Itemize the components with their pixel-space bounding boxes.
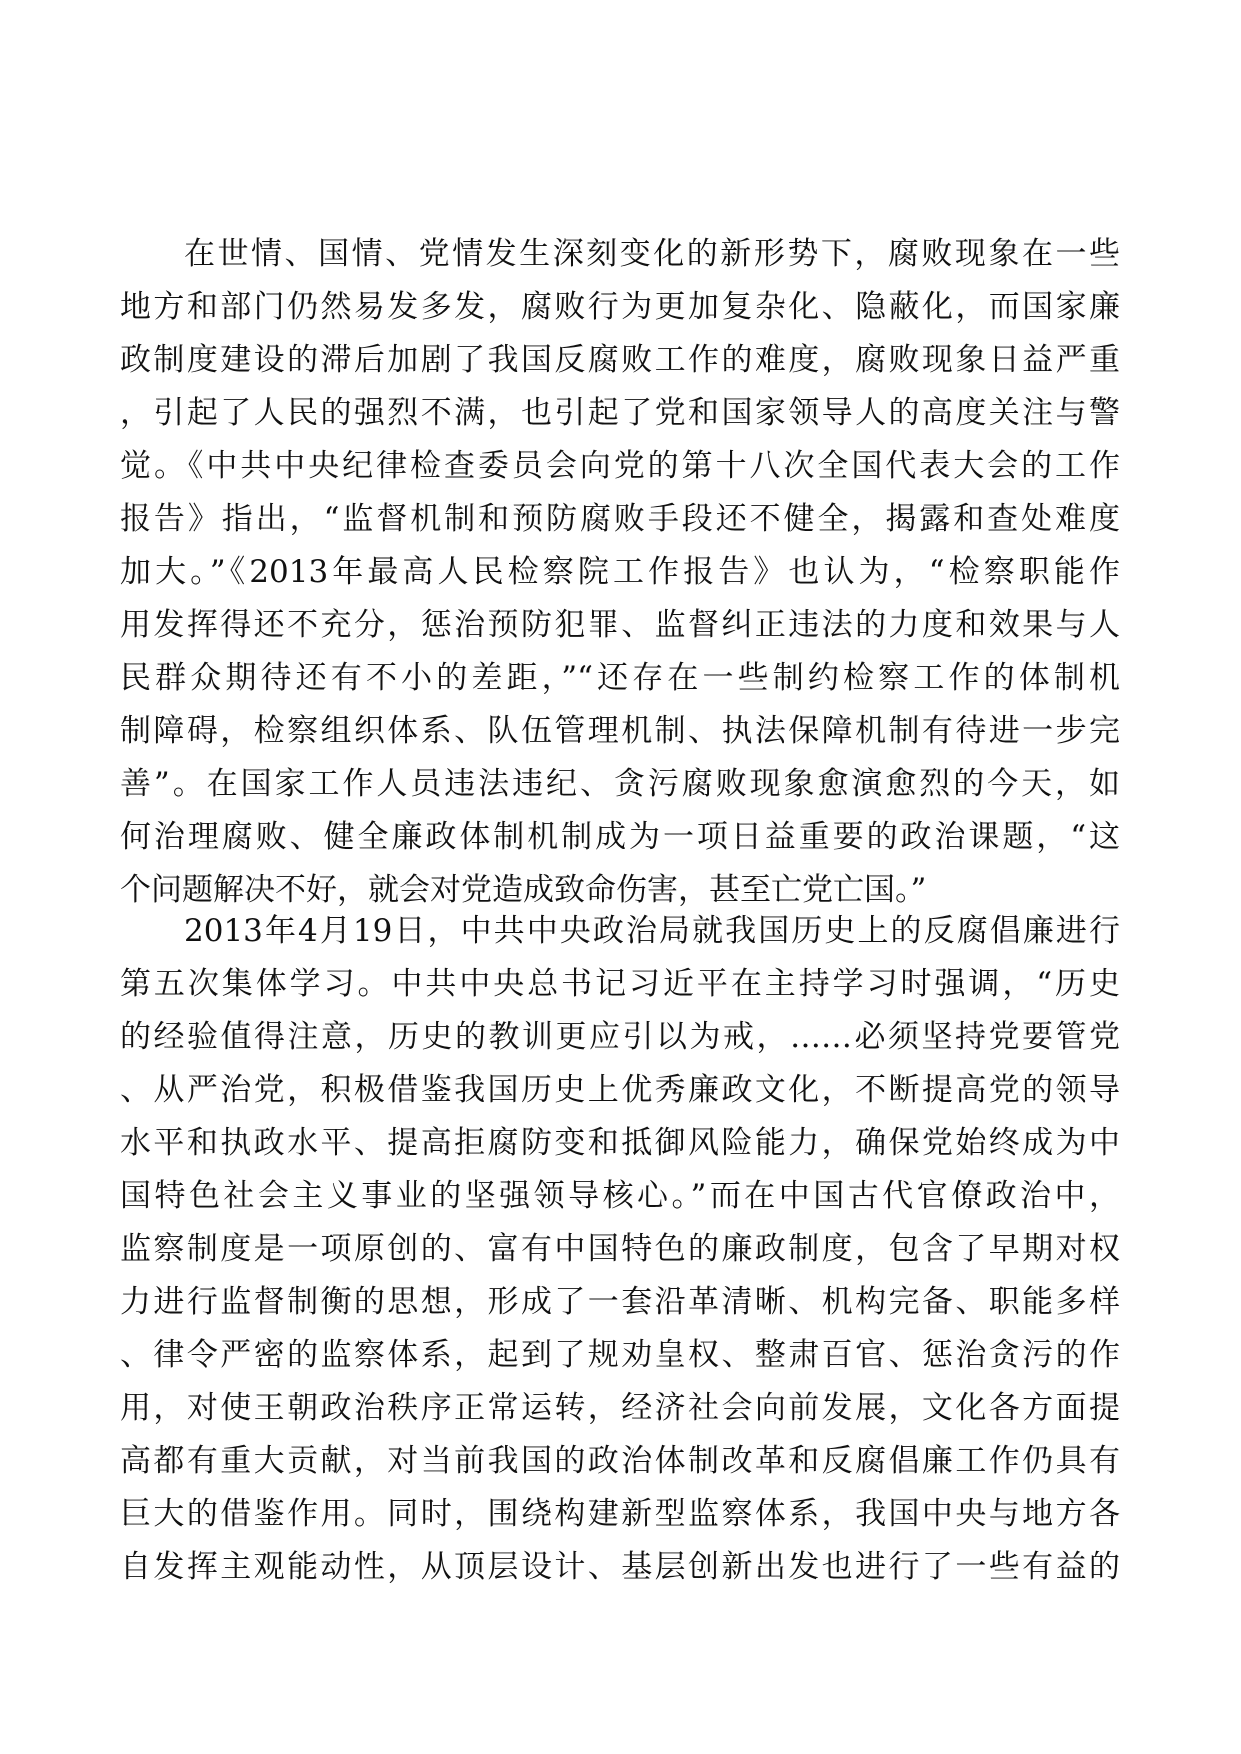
text-line: 用，对使王朝政治秩序正常运转，经济社会向前发展，文化各方面提 <box>120 1390 1120 1426</box>
paragraph-1 <box>120 228 1120 917</box>
text-line: 监察制度是一项原创的、富有中国特色的廉政制度，包含了早期对权 <box>120 1231 1120 1267</box>
text-line: 地方和部门仍然易发多发，腐败行为更加复杂化、隐蔽化，而国家廉 <box>120 289 1120 325</box>
text-line: 力进行监督制衡的思想，形成了一套沿革清晰、机构完备、职能多样 <box>120 1284 1120 1320</box>
text-line: 、从严治党，积极借鉴我国历史上优秀廉政文化，不断提高党的领导 <box>120 1072 1120 1108</box>
text-line: 政制度建设的滞后加剧了我国反腐败工作的难度，腐败现象日益严重 <box>120 342 1120 378</box>
text-line: 加大。”《2013年最高人民检察院工作报告》也认为，“检察职能作 <box>120 554 1120 590</box>
text-line: 制障碍，检察组织体系、队伍管理机制、执法保障机制有待进一步完 <box>120 713 1120 749</box>
text-line: 觉。《中共中央纪律检查委员会向党的第十八次全国代表大会的工作 <box>120 448 1120 484</box>
text-line: 自发挥主观能动性，从顶层设计、基层创新出发也进行了一些有益的 <box>120 1549 1120 1585</box>
text-line: 的经验值得注意，历史的教训更应引以为戒，……必须坚持党要管党 <box>120 1019 1120 1055</box>
text-line: 、律令严密的监察体系，起到了规劝皇权、整肃百官、惩治贪污的作 <box>120 1337 1120 1373</box>
text-line: 在世情、国情、党情发生深刻变化的新形势下，腐败现象在一些 <box>184 236 1120 272</box>
text-line: 个问题解决不好，就会对党造成致命伤害，甚至亡党亡国。” <box>120 872 927 908</box>
text-line: 2013年4月19日，中共中央政治局就我国历史上的反腐倡廉进行 <box>184 913 1120 949</box>
text-line: 用发挥得还不充分，惩治预防犯罪、监督纠正违法的力度和效果与人 <box>120 607 1120 643</box>
text-line: 善”。在国家工作人员违法违纪、贪污腐败现象愈演愈烈的今天，如 <box>120 766 1120 802</box>
text-line: 水平和执政水平、提高拒腐防变和抵御风险能力，确保党始终成为中 <box>120 1125 1120 1161</box>
text-line: 巨大的借鉴作用。同时，围绕构建新型监察体系，我国中央与地方各 <box>120 1496 1120 1532</box>
text-line: 第五次集体学习。中共中央总书记习近平在主持学习时强调，“历史 <box>120 966 1120 1002</box>
text-line: 报告》指出，“监督机制和预防腐败手段还不健全，揭露和查处难度 <box>120 501 1120 537</box>
text-line: 民群众期待还有不小的差距，”“还存在一些制约检察工作的体制机 <box>120 660 1120 696</box>
text-line: 何治理腐败、健全廉政体制机制成为一项日益重要的政治课题，“这 <box>120 819 1120 855</box>
text-line: 高都有重大贡献，对当前我国的政治体制改革和反腐倡廉工作仍具有 <box>120 1443 1120 1479</box>
text-line: ，引起了人民的强烈不满，也引起了党和国家领导人的高度关注与警 <box>120 395 1120 431</box>
paragraph-2 <box>120 905 1120 1594</box>
text-line: 国特色社会主义事业的坚强领导核心。”而在中国古代官僚政治中， <box>120 1178 1120 1214</box>
